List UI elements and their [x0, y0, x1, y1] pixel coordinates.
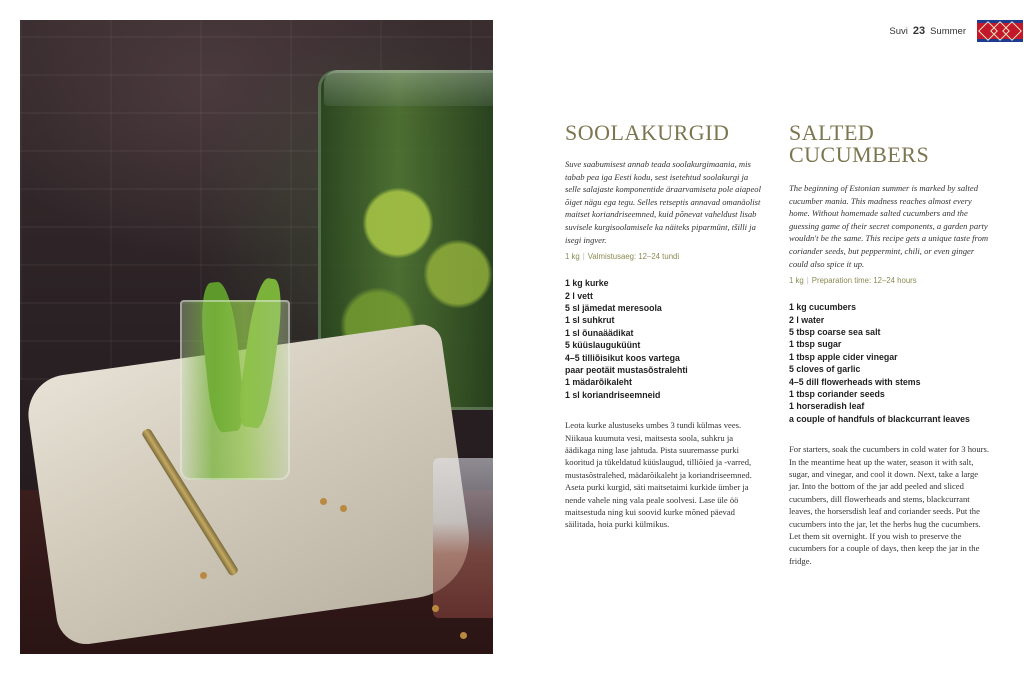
coriander-seed	[340, 505, 347, 512]
recipe-time: Valmistusaeg: 12–24 tundi	[587, 252, 680, 262]
recipe-time: Preparation time: 12–24 hours	[811, 276, 917, 286]
ingredient: 1 tbsp apple cider vinegar	[789, 351, 898, 362]
ingredient: 1 sl õunaäädikat	[565, 327, 634, 338]
recipe-method: For starters, soak the cucumbers in cold water for 3 hours. In the meantime heat up the water, season it with salt, sugar, and vinegar, and cool it down. Next, take a large jar. Into the bottom of the jar add peeled and sliced cucumbers, dill flowerheads and stems, blackcurrant leaves, the horsersdish leaf and coriander seeds. Put the cucumbers into the jar, let the herbs hug the cucumbers. Let them sit overnight. If you wish to preserve the cucumbers for a couple of days, then keep the jar in the fridge.	[789, 444, 989, 566]
page-header	[889, 25, 966, 37]
coriander-seed	[200, 572, 207, 579]
ingredient: 1 tbsp sugar	[789, 339, 842, 350]
coriander-seed	[460, 632, 467, 639]
ingredient: 5 tbsp coarse sea salt	[789, 326, 881, 337]
recipe-intro: The beginning of Estonian summer is marked by salted cucumber mania. This madness reaches almost every home. Without homemade salted cucumbers and the guessing game of their secret components, a garden party wouldn't be the same. This recipe gets a unique taste from coriander seeds, but peppermint, chili, or even ginger could also spice it up.	[789, 183, 989, 269]
ingredient: 1 kg cucumbers	[789, 302, 856, 313]
recipe-english	[789, 122, 989, 567]
recipe-title: SOOLAKURGID	[565, 120, 730, 145]
recipe-yield: 1 kg	[789, 276, 804, 286]
season-et: Suvi	[889, 25, 908, 37]
recipe-estonian	[565, 122, 765, 531]
coriander-seed	[320, 498, 327, 505]
ingredient: 5 küüslauguküünt	[565, 340, 641, 351]
pickled-cucumbers-photo	[20, 20, 493, 654]
ingredient: 1 tbsp coriander seeds	[789, 389, 885, 399]
brine-glass	[433, 458, 493, 618]
ingredient: 4–5 dill flowerheads with stems	[789, 376, 921, 387]
ingredient: 1 kg kurke	[565, 278, 609, 289]
ingredient: 4–5 tilliõisikut koos vartega	[565, 352, 680, 363]
ingredient: 5 cloves of garlic	[789, 364, 861, 375]
ingredient: 1 sl suhkrut	[565, 315, 615, 326]
ingredient: 1 sl koriandriseemneid	[565, 389, 661, 400]
drinking-glass	[180, 300, 290, 480]
ingredient: 2 l vett	[565, 290, 593, 301]
recipe-meta: 1 kg | Preparation time: 12–24 hours	[789, 276, 917, 286]
estonian-pattern-emblem-icon	[977, 20, 1023, 42]
recipe-yield: 1 kg	[565, 252, 580, 262]
recipe-intro: Suve saabumisest annab teada soolakurgimaania, mis tabab pea iga Eesti kodu, sest isetehtud soolakurgi ja selle salajaste komponentide äraarvamiseta pole aiapeol õiget nägu ega tegu. Selles retseptis annavad omanäolist maitset koriandriseemned, kuid põnevat vaheldust lisab suvisele kurgisoolamisele ka näiteks piparmünt, tšilli ja isegi ingver.	[565, 159, 761, 245]
pickle-jar-neck	[324, 70, 493, 106]
ingredient: 1 horseradish leaf	[789, 401, 865, 412]
recipe-meta: 1 kg | Valmistusaeg: 12–24 tundi	[565, 252, 680, 262]
page-number: 23	[912, 25, 926, 37]
ingredient: 5 sl jämedat meresoola	[565, 302, 662, 313]
ingredient-list	[789, 301, 989, 425]
ingredient: 2 l water	[789, 314, 825, 325]
recipe-title: SALTED CUCUMBERS	[789, 120, 930, 167]
season-en: Summer	[930, 25, 966, 37]
coriander-seed	[432, 605, 439, 612]
recipe-method: Leota kurke alustuseks umbes 3 tundi külmas vees. Niikaua kuumuta vesi, maitsesta soola, suhkru ja äädikaga ning lase jahtuda. Pista suuremasse purki kooritud ja tükeldatud küüslaugud, tilliõied ja -varred, mustasõstralehed, mädarõikaleht ja koriandriseemned. Aseta purki kurgid, säti maitsetaimi kurkide ümber ja nende vahele ning vala peale soolvesi. Lase üle öö maitsestuda ning kui soovid kurke mõned päevad säilitada, hoia purki külmikus.	[565, 420, 752, 530]
ingredient: 1 mädarõikaleht	[565, 377, 632, 388]
ingredient-list	[565, 277, 765, 401]
ingredient: a couple of handfuls of blackcurrant leaves	[789, 413, 970, 424]
ingredient: paar peotäit mustasõstralehti	[565, 365, 688, 375]
